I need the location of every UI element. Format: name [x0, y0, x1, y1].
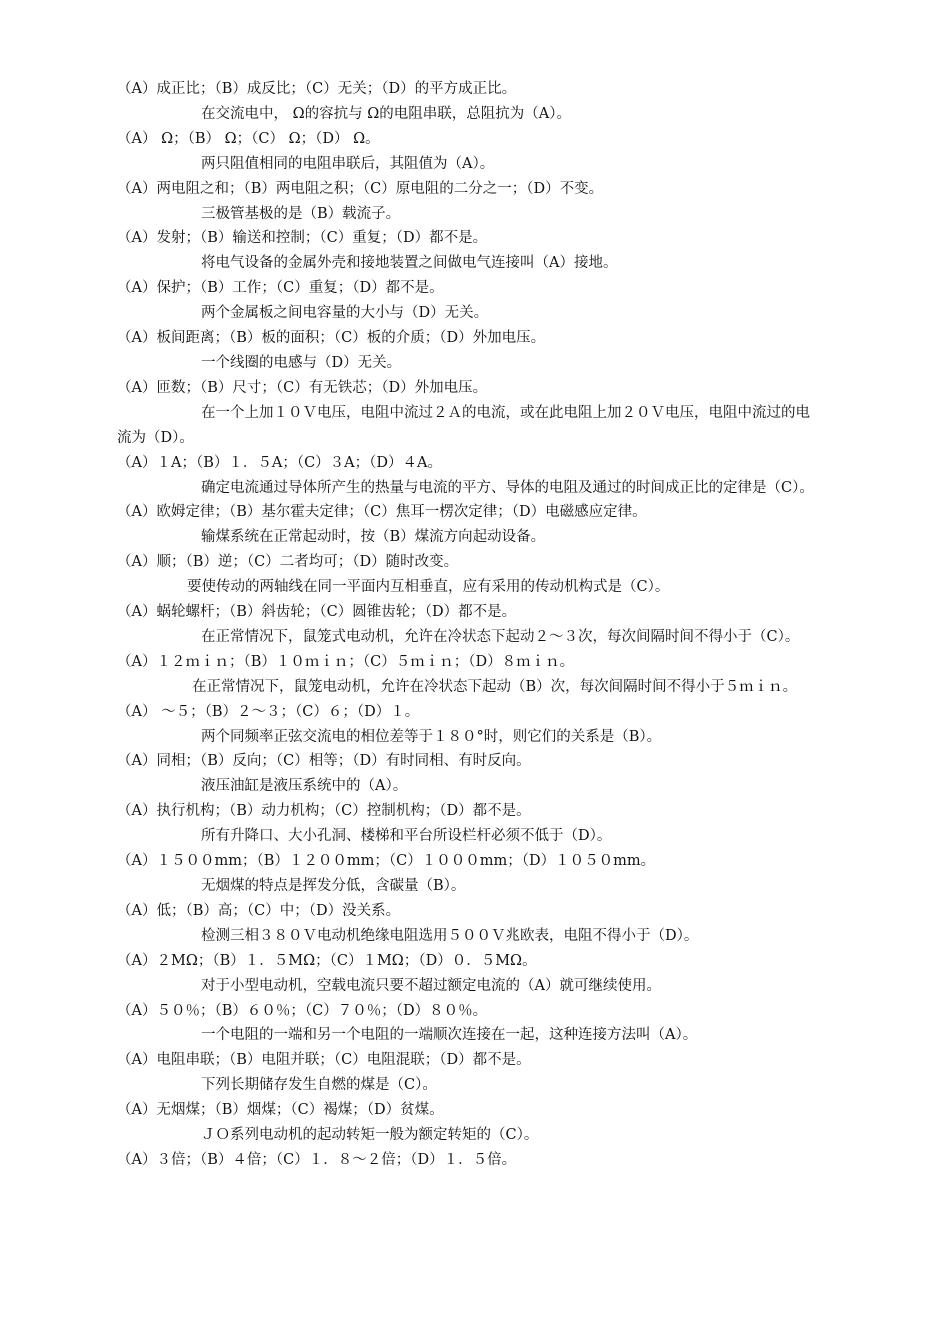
question-line: 三极管基极的是（B）载流子。	[201, 205, 401, 222]
question-line: 下列长期储存发生自燃的煤是（C）。	[201, 1077, 437, 1094]
question-line: 对于小型电动机，空载电流只要不超过额定电流的（A）就可继续使用。	[201, 977, 661, 994]
question-line: 一个电阻的一端和另一个电阻的一端顺次连接在一起，这种连接方法叫（A）。	[201, 1027, 698, 1044]
question-line: ＪＯ系列电动机的起动转矩一般为额定转矩的（C）。	[201, 1127, 539, 1144]
option-line: （A）低；（B）高；（C）中；（D）没关系。	[117, 902, 401, 919]
option-line: （A）无烟煤；（B）烟煤；（C）褐煤；（D）贫煤。	[117, 1102, 444, 1119]
question-line: 要使传动的两轴线在同一平面内互相垂直，应有采用的传动机构式是（C）。	[187, 579, 670, 596]
question-line: 在交流电中， Ω的容抗与 Ω的电阻串联，总阻抗为（A）。	[201, 105, 571, 122]
option-line: （A）５０％；（B）６０％；（C）７０％；（D）８０％。	[117, 1002, 488, 1019]
question-line: 在正常情况下，鼠笼式电动机，允许在冷状态下起动２～３次，每次间隔时间不得小于（C）。	[201, 628, 800, 645]
option-line: （A）电阻串联；（B）电阻并联；（C）电阻混联；（D）都不是。	[117, 1052, 531, 1069]
question-line: 将电气设备的金属外壳和接地装置之间做电气连接叫（A）接地。	[201, 255, 618, 272]
option-line: （A）欧姆定律；（B）基尔霍夫定律；（C）焦耳一楞次定律；（D）电磁感应定律。	[117, 504, 647, 521]
option-line: （A）顺；（B）逆；（C）二者均可；（D）随时改变。	[117, 554, 459, 571]
question-line: 确定电流通过导体所产生的热量与电流的平方、导体的电阻及通过的时间成正比的定律是（C）。	[201, 479, 814, 496]
question-line: 检测三相３８０Ｖ电动机绝缘电阻选用５００Ｖ兆欧表，电阻不得小于（D）。	[201, 927, 699, 944]
option-line: （A） Ω；（B） Ω；（C） Ω；（D） Ω。	[117, 130, 380, 147]
option-line: （A）同相；（B）反向；（C）相等；（D）有时同相、有时反向。	[117, 753, 531, 770]
option-line: （A）１５００mm；（B）１２００mm；（C）１０００mm；（D）１０５０mm。	[117, 853, 656, 870]
question-line: 输煤系统在正常起动时，按（B）煤流方向起动设备。	[201, 529, 546, 546]
question-line: 两个金属板之间电容量的大小与（D）无关。	[201, 305, 489, 322]
option-line: （A）匝数；（B）尺寸；（C）有无铁芯；（D）外加电压。	[117, 379, 488, 396]
option-line: （A）发射；（B）输送和控制；（C）重复；（D）都不是。	[117, 230, 488, 247]
question-line: 所有升降口、大小孔洞、楼梯和平台所设栏杆必须不低于（D）。	[201, 828, 612, 845]
option-line: （A） ～５；（B）２～３；（C）６；（D）１。	[117, 703, 420, 720]
option-line: （A）１A；（B）１．５A；（C）３A；（D）４A。	[117, 454, 442, 471]
option-line: （A）板间距离；（B）板的面积；（C）板的介质；（D）外加电压。	[117, 330, 546, 347]
question-line: 两只阻值相同的电阻串联后，其阻值为（A）。	[201, 155, 495, 172]
option-line: （A）保护；（B）工作；（C）重复；（D）都不是。	[117, 280, 444, 297]
option-line: （A）２MΩ；（B）１．５MΩ；（C）１MΩ；（D）０．５MΩ。	[117, 952, 537, 969]
question-list	[117, 77, 817, 1173]
question-line: 一个线圈的电感与（D）无关。	[201, 354, 402, 371]
option-line: （A）两电阻之和；（B）两电阻之积；（C）原电阻的二分之一；（D）不变。	[117, 180, 604, 197]
option-line: （A）成正比；（B）成反比；（C）无关；（D）的平方成正比。	[117, 81, 517, 97]
option-line: （A）执行机构；（B）动力机构；（C）控制机构；（D）都不是。	[117, 803, 531, 820]
question-line: 无烟煤的特点是挥发分低，含碳量（B）。	[201, 878, 466, 894]
question-line: 在一个上加１０Ｖ电压，电阻中流过２Ａ的电流，或在此电阻上加２０Ｖ电压，电阻中流过的电流为（D）。	[117, 404, 810, 446]
option-line: （A）蜗轮螺杆；（B）斜齿轮；（C）圆锥齿轮；（D）都不是。	[117, 604, 517, 621]
option-line: （A）３倍；（B）４倍；（C）１．８～２倍；（D）１．５倍。	[117, 1151, 517, 1168]
question-line: 液压油缸是液压系统中的（A）。	[201, 778, 408, 795]
question-line: 在正常情况下，鼠笼电动机，允许在冷状态下起动（B）次，每次间隔时间不得小于５ｍｉｎ。	[192, 678, 798, 695]
option-line: （A）１２ｍｉｎ；（B）１０ｍｉｎ；（C）５ｍｉｎ；（D）８ｍｉｎ。	[117, 653, 575, 670]
question-line: 两个同频率正弦交流电的相位差等于１８０°时，则它们的关系是（B）。	[201, 728, 662, 745]
